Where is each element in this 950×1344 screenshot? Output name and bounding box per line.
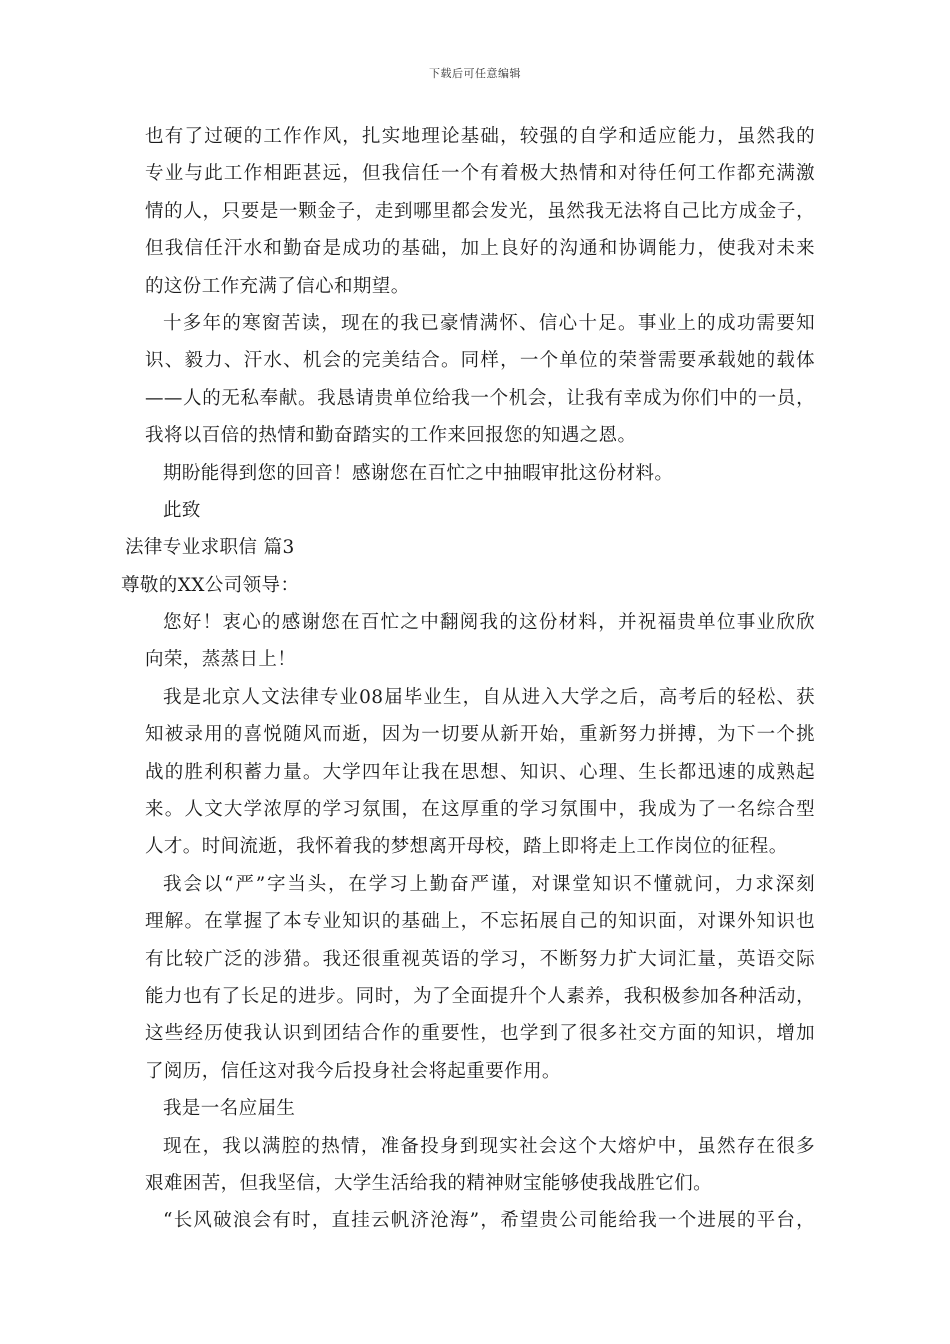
paragraph-start: “长风破浪会有时，直挂云帆济沧海”，希望贵公司能给我一个进展的平台， <box>163 1210 815 1232</box>
text-line: 但我信任汗水和勤奋是成功的基础，加上良好的沟通和协调能力，使我对未来 <box>145 238 815 260</box>
paragraph-start: 十多年的寒窗苦读，现在的我已豪情满怀、信心十足。事业上的成功需要知 <box>163 312 815 334</box>
text-line: 理解。在掌握了本专业知识的基础上，不忘拓展自己的知识面，对课外知识也 <box>145 911 815 933</box>
paragraph-start: 您好！衷心的感谢您在百忙之中翻阅我的这份材料，并祝福贵单位事业欣欣 <box>163 612 815 634</box>
text-line: 专业与此工作相距甚远，但我信任一个有着极大热情和对待任何工作都充满激 <box>145 163 815 185</box>
text-line: 了阅历，信任这对我今后投身社会将起重要作用。 <box>145 1060 561 1082</box>
document-body <box>121 118 815 1240</box>
text-line: ——人的无私奉献。我恳请贵单位给我一个机会，让我有幸成为你们中的一员， <box>145 387 815 409</box>
text-line: 能力也有了长足的进步。同时，为了全面提升个人素养，我积极参加各种活动， <box>145 985 815 1007</box>
text-line: 我将以百倍的热情和勤奋踏实的工作来回报您的知遇之恩。 <box>145 425 637 447</box>
section-heading: 法律专业求职信 篇3 <box>125 537 295 559</box>
text-line: 战的胜利积蓄力量。大学四年让我在思想、知识、心理、生长都迅速的成熟起 <box>145 761 815 783</box>
text-line: 向荣，蒸蒸日上！ <box>145 649 297 671</box>
text-line: 有比较广泛的涉猎。我还很重视英语的学习，不断努力扩大词汇量，英语交际 <box>145 948 815 970</box>
paragraph-start: 我是北京人文法律专业08届毕业生，自从进入大学之后，高考后的轻松、获 <box>163 686 815 708</box>
text-line: 知被录用的喜悦随风而逝，因为一切要从新开始，重新努力拼搏，为下一个挑 <box>145 724 815 746</box>
text-line: 也有了过硬的工作作风，扎实地理论基础，较强的自学和适应能力，虽然我的 <box>145 126 815 147</box>
paragraph-start: 期盼能得到您的回音！感谢您在百忙之中抽暇审批这份材料。 <box>163 462 674 484</box>
text-line: 的这份工作充满了信心和期望。 <box>145 275 410 297</box>
text-line: 情的人，只要是一颗金子，走到哪里都会发光，虽然我无法将自己比方成金子， <box>145 200 815 222</box>
paragraph-start: 现在，我以满腔的热情，准备投身到现实社会这个大熔炉中，虽然存在很多 <box>163 1135 815 1157</box>
letter-salutation: 尊敬的XX公司领导： <box>121 574 300 596</box>
text-line: 来。人文大学浓厚的学习氛围，在这厚重的学习氛围中，我成为了一名综合型 <box>145 799 815 821</box>
text-line: 艰难困苦，但我坚信，大学生活给我的精神财宝能够使我战胜它们。 <box>145 1172 713 1194</box>
text-line: 这些经历使我认识到团结合作的重要性，也学到了很多社交方面的知识，增加 <box>145 1023 815 1045</box>
text-line: 人才。时间流逝，我怀着我的梦想离开母校，踏上即将走上工作岗位的征程。 <box>145 836 788 858</box>
text-line: 识、毅力、汗水、机会的完美结合。同样，一个单位的荣誉需要承载她的载体 <box>145 350 815 372</box>
closing-salutation: 此致 <box>163 499 201 521</box>
paragraph-start: 我是一名应届生 <box>163 1098 296 1120</box>
page-header: 下载后可任意编辑 <box>429 67 521 80</box>
paragraph-start: 我会以“严”字当头，在学习上勤奋严谨，对课堂知识不懂就问，力求深刻 <box>163 873 815 895</box>
